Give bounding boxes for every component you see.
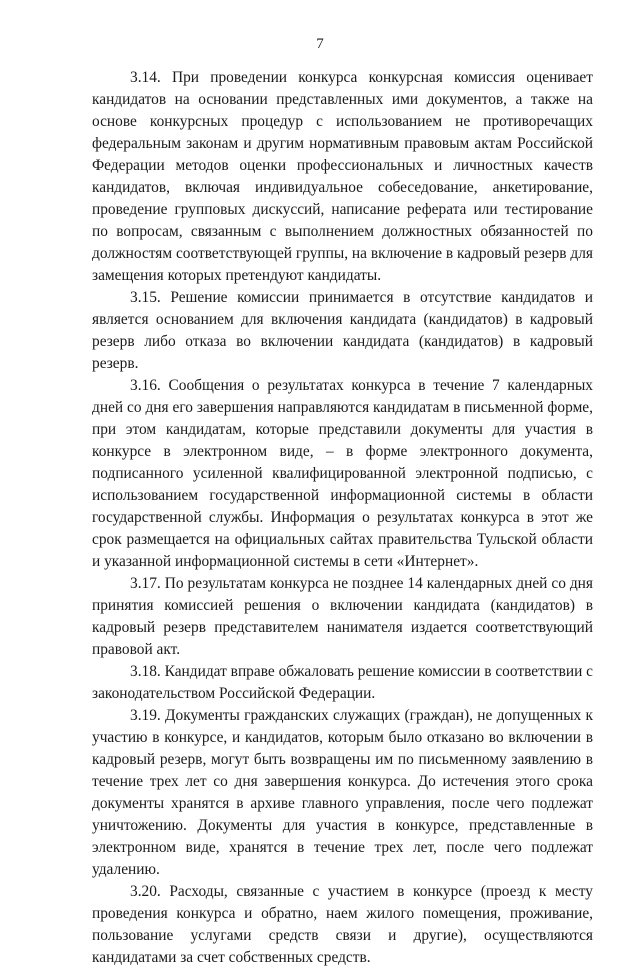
paragraph-3-20: 3.20. Расходы, связанные с участием в конкурсе (проезд к месту проведения конкурса и обратно, наем жилого помещения, проживание, пользование услугами средств связи и другие), осуществляются кандидатами за счет собственных средств. <box>92 883 593 966</box>
document-body <box>92 67 593 969</box>
paragraph-3-19: 3.19. Документы гражданских служащих (граждан), не допущенных к участию в конкурсе, и кандидатов, которым было отказано во включении в кадровый резерв, могут быть возвращены им по письменному заявлению в течение трех лет со дня завершения конкурса. До истечения этого срока документы хранятся в архиве главного управления, после чего подлежат уничтожению. Документы для участия в конкурсе, представленные в электронном виде, хранятся в течение трех лет, после чего подлежат удалению. <box>92 707 593 878</box>
paragraph-3-18: 3.18. Кандидат вправе обжаловать решение комиссии в соответствии с законодательством Российской Федерации. <box>92 663 593 702</box>
paragraph-3-14: 3.14. При проведении конкурса конкурсная комиссия оценивает кандидатов на основании представленных ими документов, а также на основе конкурсных процедур с использованием не противоречащих федеральным законам и другим нормативным правовым актам Российской Федерации методов оценки профессиональных и личностных качеств кандидатов, включая индивидуальное собеседование, анкетирование, проведение групповых дискуссий, написание реферата или тестирование по вопросам, связанным с выполнением должностных обязанностей по должностям соответствующей группы, на включение в кадровый резерв для замещения которых претендуют кандидаты. <box>92 69 594 284</box>
page-number: 7 <box>316 36 324 52</box>
paragraph-3-15: 3.15. Решение комиссии принимается в отсутствие кандидатов и является основанием для включения кандидата (кандидатов) в кадровый резерв либо отказа во включении кандидата (кандидатов) в кадровый резерв. <box>92 289 593 372</box>
paragraph-3-16: 3.16. Сообщения о результатах конкурса в течение 7 календарных дней со дня его завершения направляются кандидатам в письменной форме, при этом кандидатам, которые представили документы для участия в конкурсе в электронном виде, – в форме электронного документа, подписанного усиленной квалифицированной электронной подписью, с использованием государственной информационной системы в области государственной службы. Информация о результатах конкурса в этот же срок размещается на официальных сайтах правительства Тульской области и указанной информационной системы в сети «Интернет». <box>92 377 593 570</box>
paragraph-3-17: 3.17. По результатам конкурса не позднее 14 календарных дней со дня принятия комиссией решения о включении кандидата (кандидатов) в кадровый резерв представителем нанимателя издается соответствующий правовой акт. <box>92 575 593 658</box>
